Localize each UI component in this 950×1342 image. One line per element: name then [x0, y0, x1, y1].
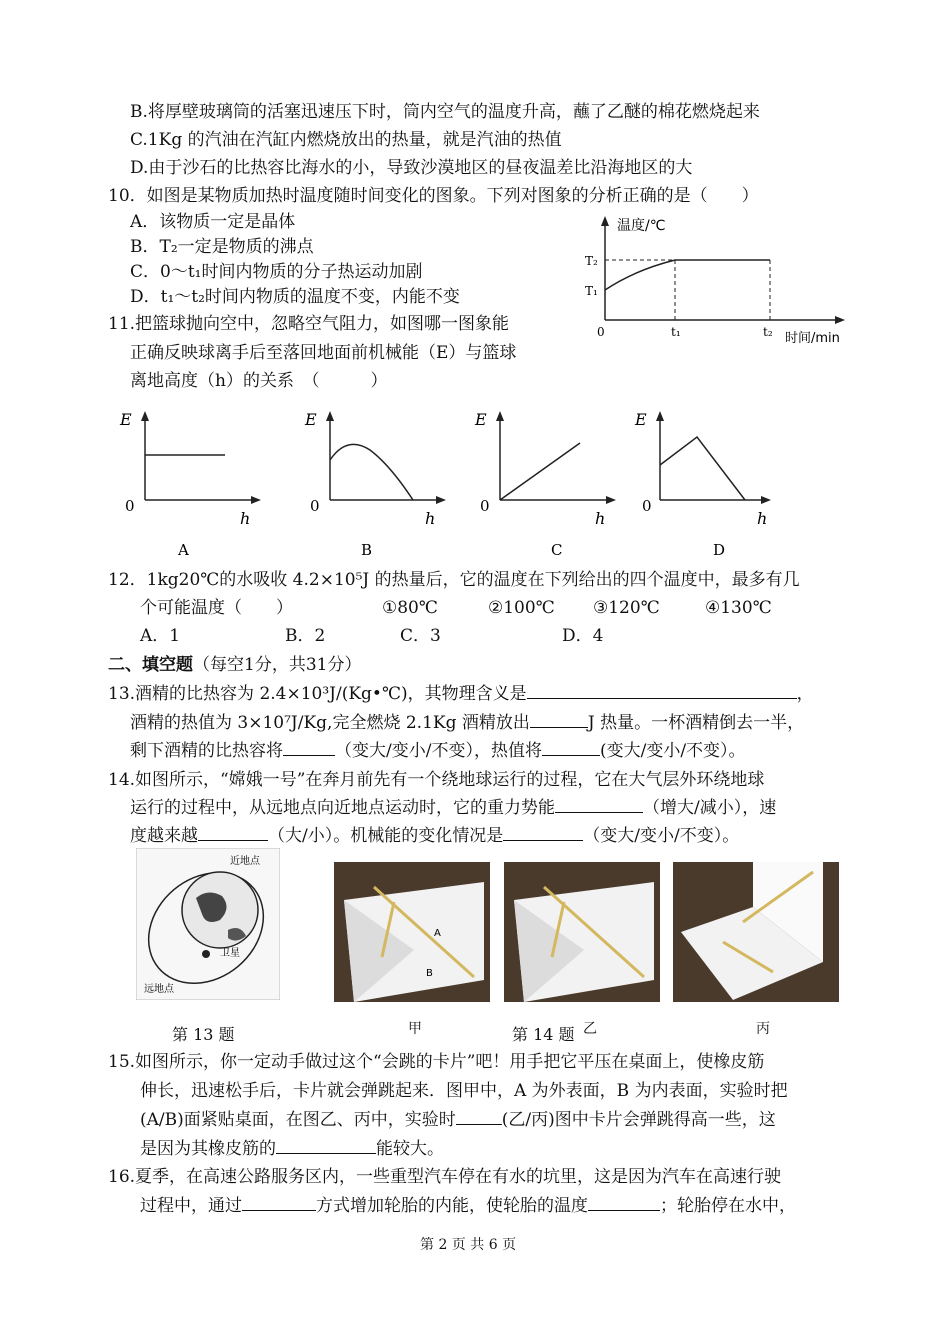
q13-l3-end: (变大/变小/不变）。 [599, 741, 746, 761]
orbit-label-far: 远地点 [144, 984, 174, 995]
graph-label-T2: T₂ [585, 254, 598, 268]
graph-b-axis-h: h [425, 509, 436, 528]
q15-l4-end: 能较大。 [376, 1139, 444, 1159]
q11-line2: 正确反映球离手后至落回地面前机械能（E）与篮球 [130, 343, 517, 363]
q13-l2-text: 酒精的热值为 3×10⁷J/Kg,完全燃烧 2.1Kg 酒精放出 [130, 713, 530, 733]
q14-l2-end: （增大/减小），速 [643, 798, 777, 818]
section-2-note: （每空1分，共31分） [193, 655, 362, 675]
q11-line3: 离地高度（h）的关系 （ ） [130, 371, 388, 391]
q14-blank-mechanical[interactable] [503, 824, 583, 841]
caption-q13: 第 13 题 [172, 1025, 235, 1044]
q10-option-a: A．该物质一定是晶体 [130, 212, 296, 232]
graph-a [119, 410, 261, 559]
q15-l3-text: (A/B)面紧贴桌面，在图乙、丙中，实验时 [140, 1110, 456, 1130]
q16-l2-text: 过程中，通过 [140, 1196, 242, 1216]
graph-b-axis-e: E [305, 410, 317, 429]
graph-label-t1: t₁ [671, 325, 681, 339]
graph-c-axis-h: h [595, 509, 606, 528]
orbit-label-near: 近地点 [230, 856, 260, 867]
caption-bing: 丙 [756, 1021, 770, 1037]
q11-line1: 11.把篮球抛向空中，忽略空气阻力，如图哪一图象能 [108, 314, 510, 334]
q15-l3-end: (乙/丙)图中卡片会弹跳得高一些，这 [501, 1110, 776, 1130]
graph-xlabel: 时间/min [785, 331, 840, 346]
graph-b [304, 410, 446, 559]
q13-l3-mid: （变大/变小/不变），热值将 [335, 741, 542, 761]
q15-blank-energy[interactable] [276, 1137, 376, 1154]
section-2-heading [108, 653, 361, 677]
graph-b-label: B [361, 541, 373, 559]
section-2-title: 二、填空题 [108, 655, 193, 675]
q12-choice-2: ②100℃ [488, 598, 555, 618]
graph-c-origin: 0 [480, 497, 490, 515]
q12-option-d: D．4 [562, 626, 604, 646]
q15-l4-text: 是因为其橡皮筋的 [140, 1139, 276, 1159]
graph-d-axis-h: h [757, 509, 768, 528]
graph-ylabel: 温度/℃ [617, 218, 666, 234]
q16-l2-end: ；轮胎停在水中， [660, 1196, 796, 1216]
card-photo-yi [504, 862, 660, 1002]
q12-line1: 12．1kg20℃的水吸收 4.2×10⁵J 的热量后，它的温度在下列给出的四个温度中，最多有几 [108, 570, 800, 590]
card-label-b: B [426, 968, 433, 979]
q10-option-c: C．0～t₁时间内物质的分子热运动加剧 [130, 262, 423, 282]
q13-line2 [130, 711, 804, 735]
q12-option-b: B．2 [285, 626, 326, 646]
q14-l2-text: 运行的过程中，从远地点向近地点运动时，它的重力势能 [130, 798, 555, 818]
q15-blank-card[interactable] [456, 1108, 502, 1125]
q9-option-b: B.将厚壁玻璃筒的活塞迅速压下时，筒内空气的温度升高，蘸了乙醚的棉花燃烧起来 [130, 102, 760, 122]
q13-l3-text: 剩下酒精的比热容将 [130, 741, 283, 761]
card-label-a: A [434, 928, 441, 939]
graph-c [474, 410, 616, 559]
q15-line2: 伸长，迅速松手后，卡片就会弹跳起来．图甲中，A 为外表面，B 为内表面，实验时把 [140, 1081, 788, 1101]
card-photo-jia [334, 862, 490, 1002]
q14-l3-text: 度越来越 [130, 826, 198, 846]
q14-l3-mid: （大/小）。机械能的变化情况是 [268, 826, 504, 846]
graph-a-label: A [178, 541, 189, 559]
graph-d [634, 410, 771, 559]
card-photo-bing [673, 862, 839, 1002]
graph-x-arrow [835, 316, 845, 324]
graph-origin: 0 [597, 325, 605, 339]
temperature-time-graph [575, 210, 865, 350]
q14-blank-potential[interactable] [555, 796, 643, 813]
caption-yi: 乙 [583, 1021, 597, 1037]
q12-line2: 个可能温度（ ） [140, 598, 293, 618]
q13-l1-text: 13.酒精的比热容为 2.4×10³J/(Kg•℃)，其物理含义是 [108, 684, 527, 704]
caption-q14: 第 14 题 [512, 1025, 575, 1044]
q15-line3 [140, 1108, 776, 1132]
satellite-icon [202, 950, 210, 958]
graph-d-axis-e: E [635, 410, 647, 429]
graph-d-origin: 0 [642, 497, 652, 515]
graph-a-origin: 0 [125, 497, 135, 515]
q13-line1 [108, 682, 814, 706]
q9-option-c: C.1Kg 的汽油在汽缸内燃烧放出的热量，就是汽油的热值 [130, 130, 562, 150]
q13-blank-heat[interactable] [530, 711, 588, 728]
q13-blank-specific-heat[interactable] [283, 739, 335, 756]
q16-l2-mid: 方式增加轮胎的内能，使轮胎的温度 [316, 1196, 588, 1216]
q12-choice-1: ①80℃ [382, 598, 438, 618]
q15-line1: 15.如图所示，你一定动手做过这个“会跳的卡片”吧！用手把它平压在桌面上，使橡皮筋 [108, 1052, 765, 1072]
q10-stem: 10．如图是某物质加热时温度随时间变化的图象。下列对图象的分析正确的是（ ） [108, 186, 759, 206]
graph-label-T1: T₁ [585, 284, 598, 298]
q16-line1: 16.夏季，在高速公路服务区内，一些重型汽车停在有水的坑里，这是因为汽车在高速行驶 [108, 1167, 782, 1187]
graph-a-axis-h: h [240, 509, 251, 528]
q10-option-d: D．t₁～t₂时间内物质的温度不变，内能不变 [130, 287, 460, 307]
q14-line1: 14.如图所示，“嫦娥一号”在奔月前先有一个绕地球运行的过程，它在大气层外环绕地球 [108, 770, 765, 790]
q16-blank-method[interactable] [242, 1194, 316, 1211]
q14-l3-end: （变大/变小/不变）。 [583, 826, 740, 846]
graph-curve-heating [605, 260, 675, 290]
q12-option-a: A．1 [140, 626, 181, 646]
orbit-label-sat: 卫星 [220, 948, 240, 959]
q9-option-d: D.由于沙石的比热容比海水的小，导致沙漠地区的昼夜温差比沿海地区的大 [130, 158, 693, 178]
q16-blank-temperature[interactable] [588, 1194, 660, 1211]
q12-choice-3: ③120℃ [593, 598, 660, 618]
earth-orbit-figure [136, 848, 280, 1000]
q13-l2-end: J 热量。一杯酒精倒去一半， [587, 713, 805, 733]
q16-line2 [140, 1194, 796, 1218]
graph-y-arrow [601, 216, 609, 226]
graph-b-origin: 0 [310, 497, 320, 515]
q13-l1-end: ， [796, 684, 814, 704]
q13-line3 [130, 739, 746, 763]
caption-jia: 甲 [408, 1021, 422, 1037]
graph-a-axis-e: E [120, 410, 132, 429]
q13-blank-heat-value[interactable] [542, 739, 600, 756]
q10-option-b: B．T₂一定是物质的沸点 [130, 237, 314, 257]
q14-line3 [130, 824, 739, 848]
graph-c-axis-e: E [475, 410, 487, 429]
q15-line4 [140, 1137, 444, 1161]
graph-d-label: D [713, 541, 726, 559]
q12-option-c: C．3 [400, 626, 441, 646]
graph-c-label: C [551, 541, 563, 559]
q14-blank-speed[interactable] [198, 824, 268, 841]
q12-choice-4: ④130℃ [705, 598, 772, 618]
page-footer: 第 2 页 共 6 页 [420, 1237, 517, 1253]
energy-height-graphs [110, 405, 830, 565]
q14-line2 [130, 796, 776, 820]
graph-label-t2: t₂ [763, 325, 773, 339]
q13-blank-meaning[interactable] [527, 682, 797, 699]
